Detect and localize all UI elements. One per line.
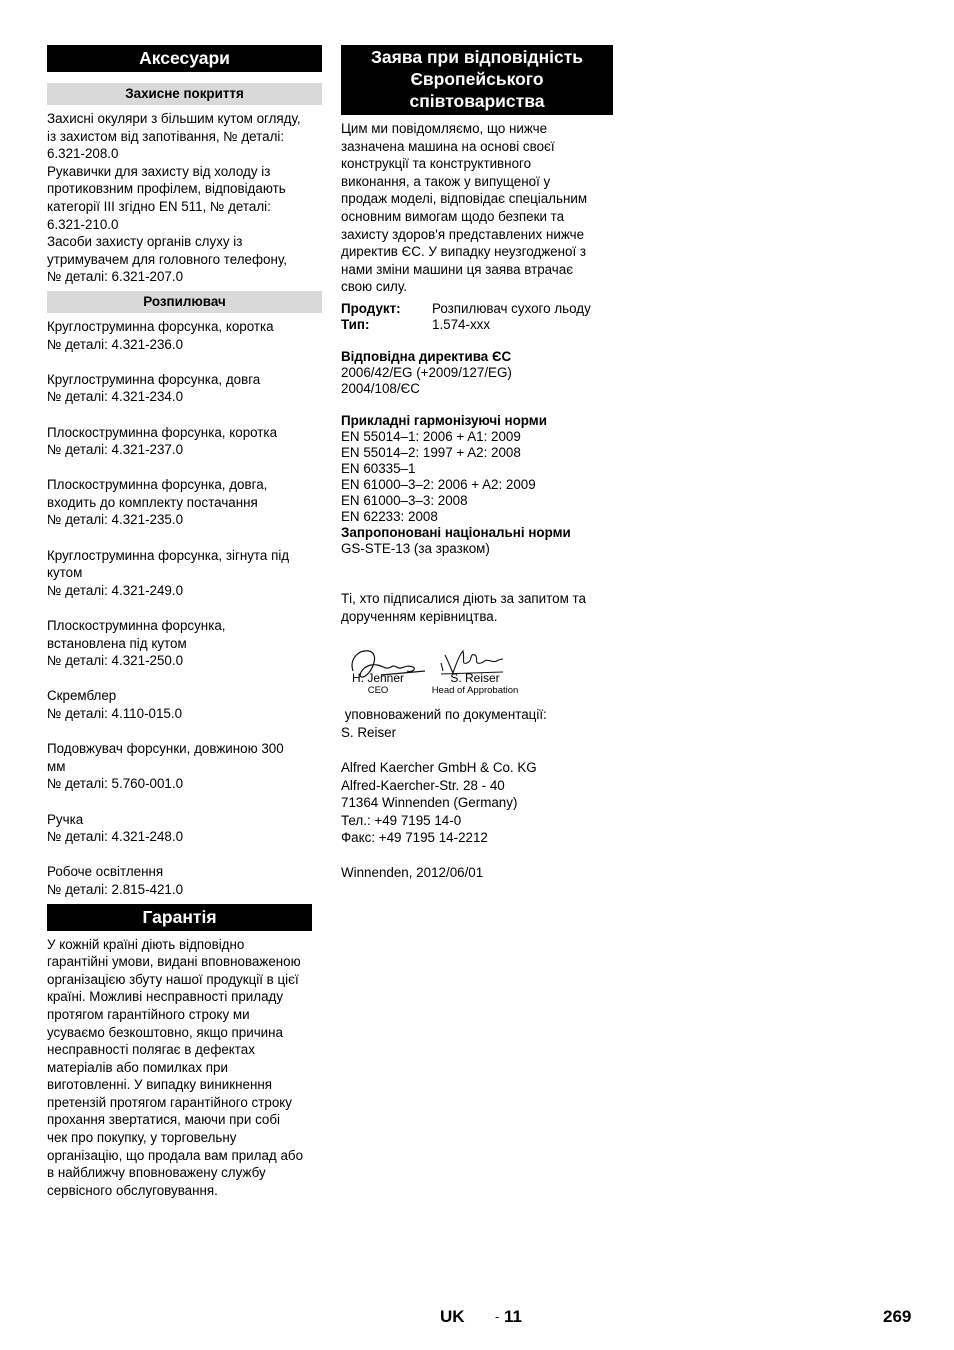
part-number: № деталі: 4.321-250.0 [47, 653, 184, 669]
item-name: Робоче освітлення [47, 864, 164, 880]
item-name: Ручка [47, 811, 84, 827]
text-line: протягом гарантійного строку ми [47, 1006, 250, 1022]
list-item [47, 424, 322, 459]
footer-dash: - [495, 1309, 500, 1324]
national-line: GS-STE-13 (за зразком) [341, 540, 490, 556]
text-line: категорії III згідно EN 511, № деталі: [47, 198, 271, 214]
text-line: зазначена машина на основі своєї [341, 138, 555, 154]
text-line: матеріалів або помилках при [47, 1059, 228, 1075]
date-line: Winnenden, 2012/06/01 [341, 865, 484, 881]
text-line: протиковзним профілем, відповідають [47, 181, 286, 197]
heading-line: Заява при відповідність [370, 47, 584, 67]
protective-cover-text [47, 110, 322, 286]
warranty-heading: Гарантія [47, 904, 312, 931]
text-line: свою силу. [341, 279, 407, 295]
list-item [47, 740, 322, 793]
item-name: Круглоструминна форсунка, зігнута під [47, 547, 290, 563]
text-line: чек про покупку, у торговельну [47, 1130, 237, 1146]
declaration-heading [341, 45, 613, 115]
address-line: Alfred Kaercher GmbH & Co. KG [341, 759, 537, 775]
part-number: № деталі: 4.321-249.0 [47, 582, 184, 598]
footer-page-number: 269 [883, 1307, 912, 1326]
declaration-intro [341, 120, 613, 296]
directive-line: 2004/108/ЄС [341, 380, 420, 396]
text-line: гарантійні умови, видані вповноваженою [47, 954, 301, 970]
text-line: несправності полягає в дефектах [47, 1042, 255, 1058]
text-line: конструкції та конструктивного [341, 156, 532, 172]
part-number: № деталі: 4.321-237.0 [47, 442, 184, 458]
norm-line: EN 61000–3–3: 2008 [341, 492, 468, 508]
type-row [341, 317, 613, 333]
text-line: усуваємо безкоштовно, якщо причина [47, 1024, 284, 1040]
list-item [47, 547, 322, 600]
left-column [47, 45, 322, 1199]
company-address [341, 759, 613, 847]
item-name: Подовжувач форсунки, довжиною 300 [47, 741, 284, 757]
item-name: Круглоструминна форсунка, коротка [47, 318, 274, 334]
heading-line: співтовариства [409, 91, 545, 111]
signed-note [341, 590, 613, 625]
text-line: виконання, а також у випущеної у [341, 173, 551, 189]
text-line: основним вимогам щодо безпеки та [341, 208, 565, 224]
list-item [47, 617, 322, 670]
text-line: країні. Можливі несправності приладу [47, 989, 284, 1005]
part-number: № деталі: 2.815-421.0 [47, 881, 184, 897]
text-line: виготовленні. У випадку виникнення [47, 1077, 273, 1093]
text-line: в найближчу вповноважену службу [47, 1165, 266, 1181]
part-number: № деталі: 4.321-236.0 [47, 336, 184, 352]
list-item [47, 476, 322, 529]
text-line: уповноважений по документації: [341, 707, 547, 723]
warranty-text [47, 936, 322, 1200]
text-line: організацію, що продала вам прилад або [47, 1147, 304, 1163]
product-label: Продукт: [341, 300, 401, 316]
directive-line: 2006/42/EG (+2009/127/EG) [341, 364, 512, 380]
item-name: кутом [47, 565, 83, 581]
national-heading: Запропоновані національні норми [341, 524, 571, 540]
product-info [341, 301, 613, 557]
text-line: № деталі: 6.321-207.0 [47, 269, 184, 285]
footer-language: UK [440, 1307, 465, 1326]
type-value: 1.574-xxx [432, 316, 491, 332]
item-name: Плоскоструминна форсунка, довга, [47, 477, 268, 493]
text-line: нами зміни машини ця заява втрачає [341, 261, 574, 277]
sprayer-subheading: Розпилювач [47, 291, 322, 313]
item-name: Плоскоструминна форсунка, коротка [47, 424, 278, 440]
signer-reiser [429, 671, 521, 697]
norm-line: EN 55014–2: 1997 + A2: 2008 [341, 444, 521, 460]
norm-line: EN 60335–1 [341, 460, 416, 476]
norms-heading: Прикладні гармонізуючі норми [341, 412, 547, 428]
part-number: № деталі: 4.321-235.0 [47, 512, 184, 528]
signer-role: CEO [367, 685, 389, 697]
part-number: № деталі: 5.760-001.0 [47, 776, 184, 792]
right-column [341, 45, 613, 882]
accessories-heading: Аксесуари [47, 45, 322, 72]
signer-name: H. Jenner [351, 671, 405, 686]
part-number: № деталі: 4.110-015.0 [47, 706, 183, 721]
text-line: 6.321-210.0 [47, 216, 119, 232]
text-line: дорученням керівництва. [341, 608, 498, 624]
text-line: Засоби захисту органів слуху із [47, 234, 243, 250]
norm-line: EN 62233: 2008 [341, 508, 438, 524]
product-row [341, 301, 613, 317]
list-item [47, 863, 322, 898]
part-number: № деталі: 4.321-248.0 [47, 829, 184, 845]
text-line: директив ЄС. У випадку неузгодженої з [341, 244, 587, 260]
text-line: У кожній країні діють відповідно [47, 936, 245, 952]
item-name: Плоскоструминна форсунка, [47, 618, 226, 634]
address-line: 71364 Winnenden (Germany) [341, 795, 518, 811]
text-line: сервісного обслуговування. [47, 1182, 218, 1198]
item-name: входить до комплекту постачання [47, 494, 258, 510]
text-line: претензій протягом гарантійного строку [47, 1094, 292, 1110]
text-line: Рукавички для захисту від холоду із [47, 163, 271, 179]
signer-jenner [344, 671, 412, 697]
text-line: прохання звертатися, маючи при собі [47, 1112, 281, 1128]
signer-name: S. Reiser [450, 671, 500, 686]
list-item [47, 687, 322, 722]
directive-heading: Відповідна директива ЄС [341, 348, 512, 364]
text-line: 6.321-208.0 [47, 146, 119, 162]
address-line: Alfred-Kaercher-Str. 28 - 40 [341, 777, 505, 793]
footer-section-page: 11 [504, 1307, 522, 1326]
text-line: Захисні окуляри з більшим кутом огляду, [47, 111, 301, 126]
item-name: встановлена під кутом [47, 635, 187, 651]
text-line: продаж моделі, відповідає спеціальним [341, 191, 588, 207]
text-line: захисту здоров'я представлених нижче [341, 226, 585, 242]
type-label: Тип: [341, 316, 370, 332]
list-item [47, 318, 322, 353]
part-number: № деталі: 4.321-234.0 [47, 389, 184, 405]
signatures [341, 641, 613, 699]
item-name: мм [47, 758, 66, 774]
list-item [47, 371, 322, 406]
authorized-person [341, 706, 613, 741]
text-line: організацією збуту нашої продукції в цієї [47, 971, 299, 987]
protective-cover-subheading: Захисне покриття [47, 83, 322, 105]
product-value: Розпилювач сухого льоду [432, 300, 591, 316]
text-line: із захистом від запотівання, № деталі: [47, 128, 285, 144]
sprayer-list [47, 318, 322, 899]
text-line: Цим ми повідомляємо, що нижче [341, 121, 548, 136]
item-name: Круглоструминна форсунка, довга [47, 371, 261, 387]
norm-line: EN 61000–3–2: 2006 + A2: 2009 [341, 476, 536, 492]
signer-role: Head of Approbation [431, 685, 519, 697]
heading-line: Європейського [410, 69, 544, 89]
text-line: S. Reiser [341, 724, 397, 740]
text-line: Ті, хто підписалися діють за запитом та [341, 590, 586, 606]
text-line: утримувачем для головного телефону, [47, 251, 287, 267]
norm-line: EN 55014–1: 2006 + A1: 2009 [341, 428, 521, 444]
list-item [47, 811, 322, 846]
address-line: Факс: +49 7195 14-2212 [341, 830, 488, 846]
address-line: Тел.: +49 7195 14-0 [341, 812, 462, 828]
item-name: Скремблер [47, 688, 117, 704]
